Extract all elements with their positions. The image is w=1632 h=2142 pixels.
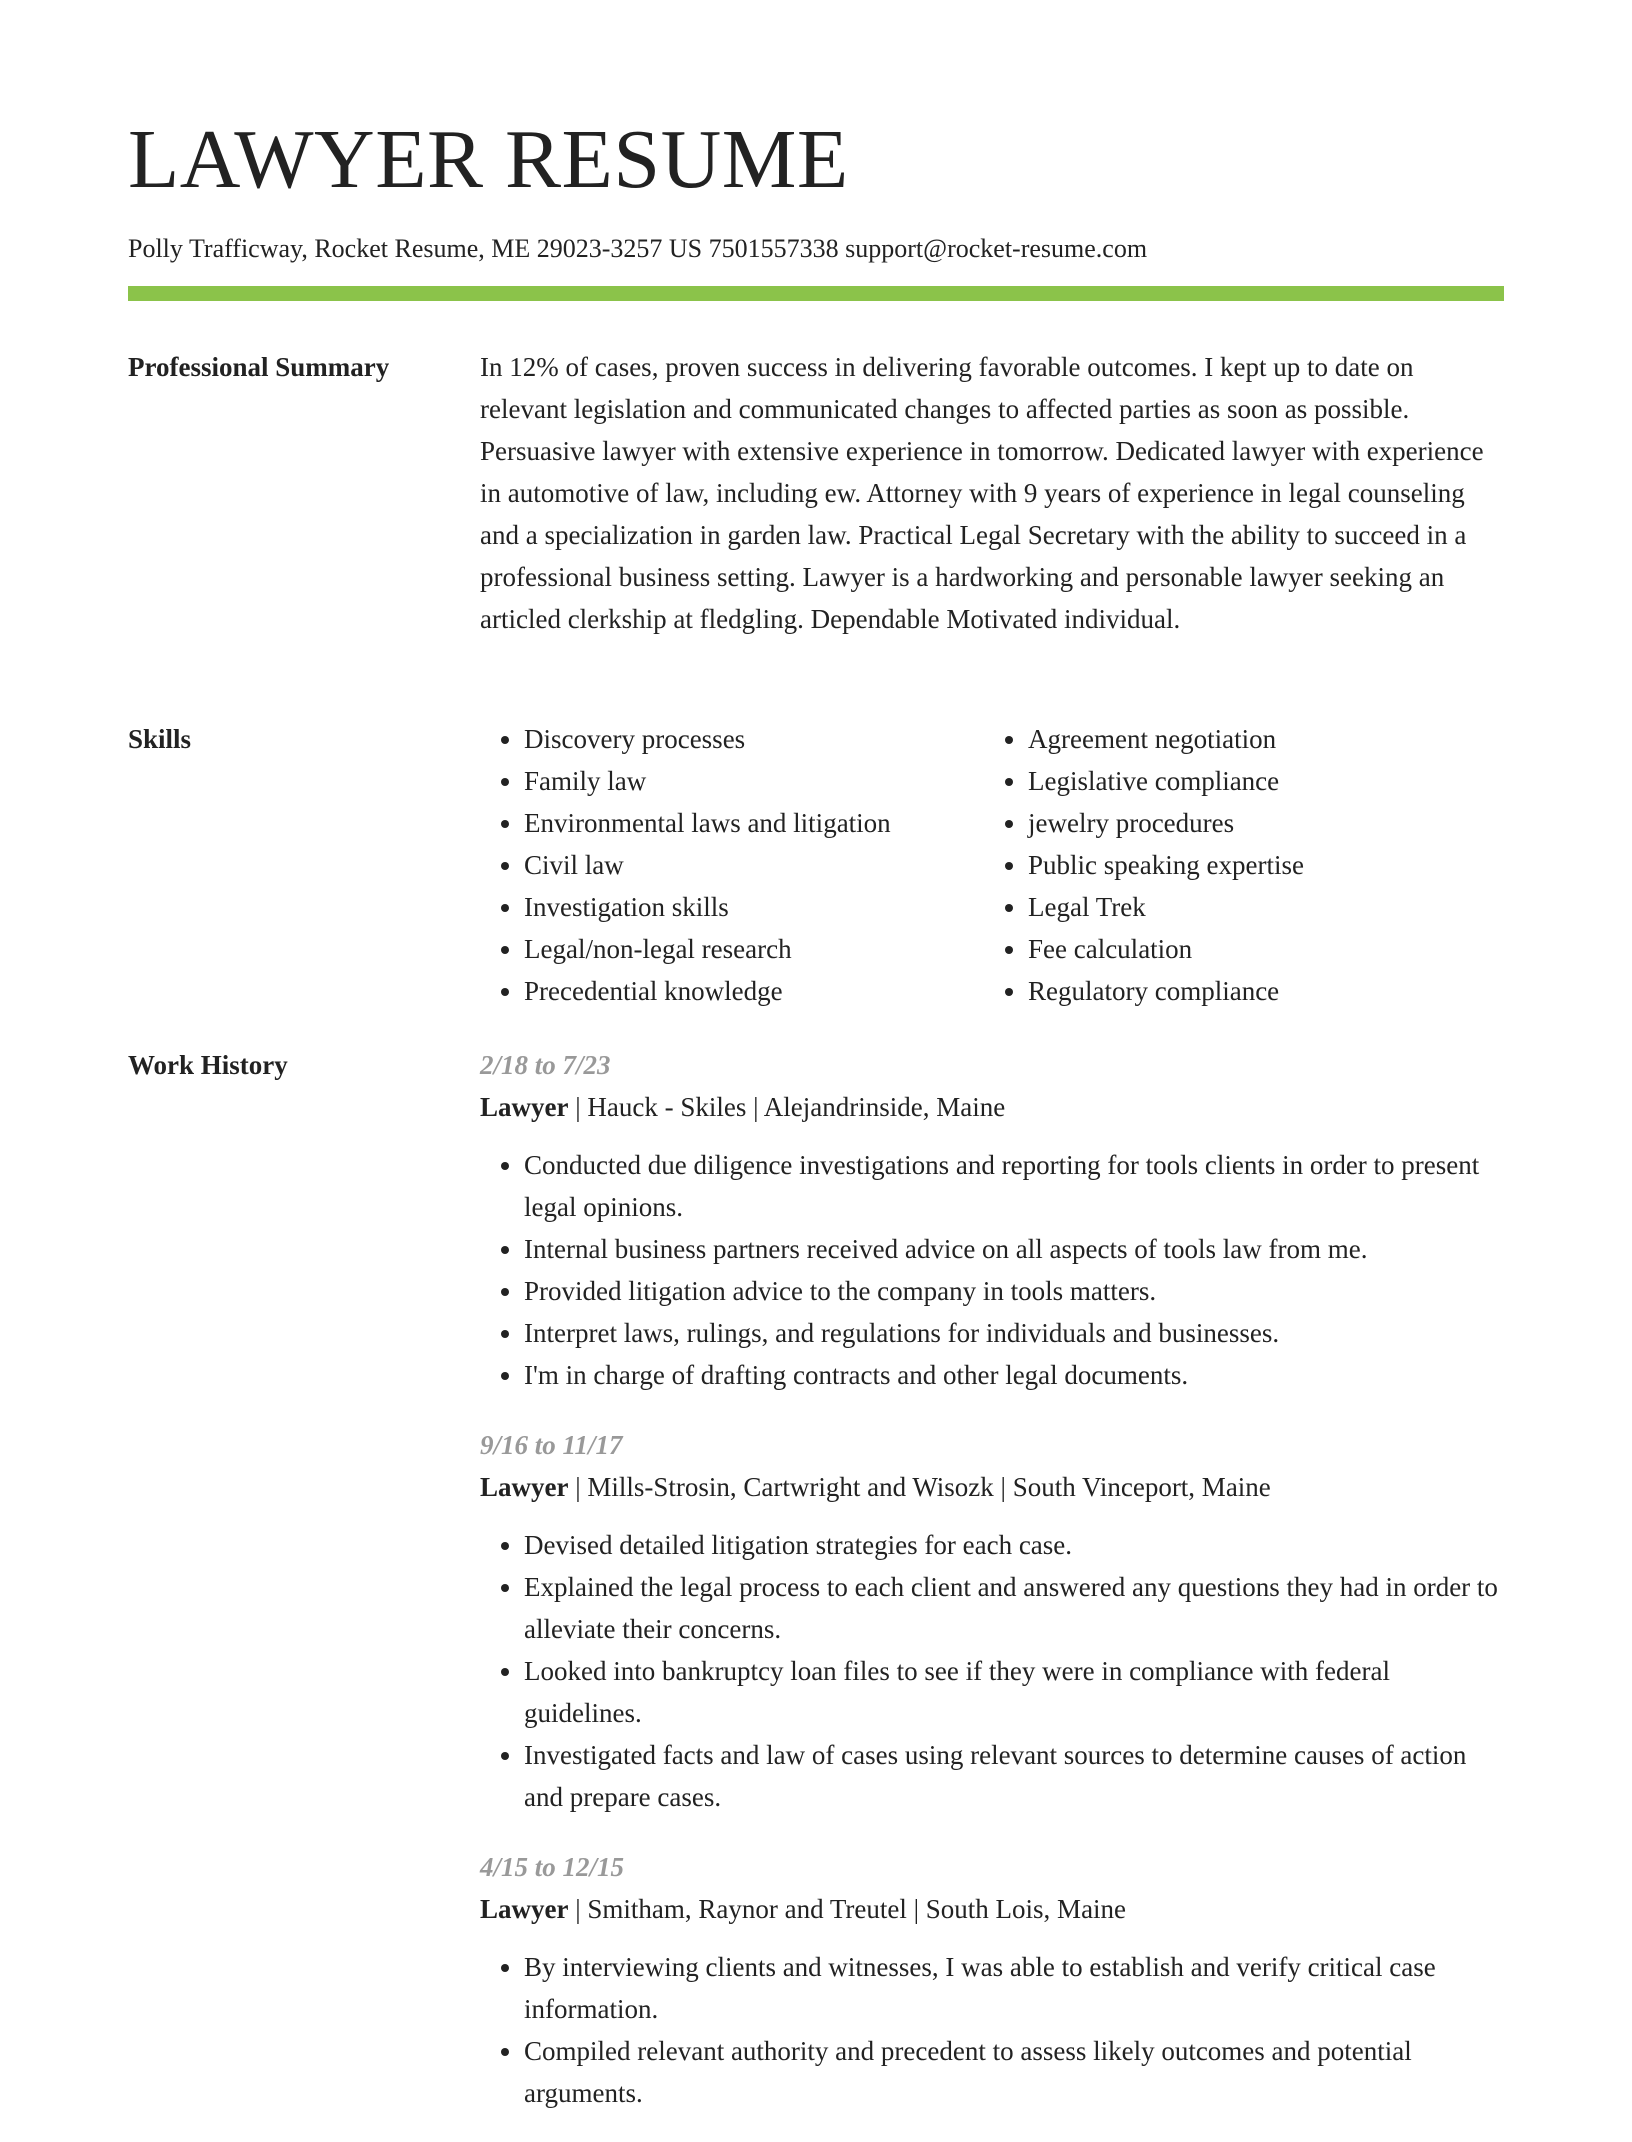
job-dates: 2/18 to 7/23 [480,1050,611,1080]
job-bullet: • Devised detailed litigation strategies for each case. [524,1524,1504,1566]
skill-item: • Precedential knowledge [524,970,984,1012]
job-dates: 9/16 to 11/17 [480,1430,623,1460]
job-bullet: • Interpret laws, rulings, and regulations for individuals and businesses. [524,1312,1504,1354]
job-details: | Mills-Strosin, Cartwright and Wisozk | South Vinceport, Maine [568,1472,1271,1502]
job-entry [480,1846,1504,2114]
skill-item: • Legal/non-legal research [524,928,984,970]
job-bullet: • Internal business partners received advice on all aspects of tools law from me. [524,1228,1504,1270]
job-bullet: • Looked into bankruptcy loan files to see if they were in compliance with federal guidelines. [524,1650,1504,1734]
job-bullet: • Explained the legal process to each client and answered any questions they had in order to alleviate their concerns. [524,1566,1504,1650]
job-bullets [480,1946,1504,2114]
header-divider [128,286,1504,301]
job-bullet: • Provided litigation advice to the company in tools matters. [524,1270,1504,1312]
skill-item: • Legal Trek [1028,886,1488,928]
resume-title: LAWYER RESUME [128,113,849,206]
skills-list-right [984,718,1488,1012]
job-entry [480,1044,1504,1396]
skill-item: • Agreement negotiation [1028,718,1488,760]
skill-item: • Family law [524,760,984,802]
work-history-heading: Work History [128,1050,288,1080]
job-entry [480,1424,1504,1818]
skill-item: • Civil law [524,844,984,886]
job-header [480,1888,1504,1930]
skills-list-left [480,718,984,1012]
job-title: Lawyer [480,1472,569,1502]
skill-item: • Discovery processes [524,718,984,760]
job-bullet: • Investigated facts and law of cases using relevant sources to determine causes of action and prepare cases. [524,1734,1504,1818]
job-header [480,1086,1504,1128]
skill-item: • Investigation skills [524,886,984,928]
summary-heading: Professional Summary [128,352,390,382]
skills-columns [480,718,1504,1012]
summary-body [480,346,1504,640]
skills-body [480,718,1504,1012]
skill-item: • jewelry procedures [1028,802,1488,844]
skill-item: • Public speaking expertise [1028,844,1488,886]
skill-item: • Regulatory compliance [1028,970,1488,1012]
job-header [480,1466,1504,1508]
job-bullets [480,1524,1504,1818]
job-bullet: • Compiled relevant authority and precedent to assess likely outcomes and potential arguments. [524,2030,1504,2114]
job-details: | Smitham, Raynor and Treutel | South Lois, Maine [568,1894,1127,1924]
contact-line: Polly Trafficway, Rocket Resume, ME 29023-3257 US 7501557338 support@rocket-resume.com [128,234,1148,263]
job-dates: 4/15 to 12/15 [480,1852,625,1882]
job-bullet: • Conducted due diligence investigations and reporting for tools clients in order to present legal opinions. [524,1144,1504,1228]
skill-item: • Legislative compliance [1028,760,1488,802]
job-details: | Hauck - Skiles | Alejandrinside, Maine [568,1092,1006,1122]
job-bullets [480,1144,1504,1396]
job-bullet: • I'm in charge of drafting contracts and other legal documents. [524,1354,1504,1396]
job-title: Lawyer [480,1092,569,1122]
skill-item: • Environmental laws and litigation [524,802,984,844]
skill-item: • Fee calculation [1028,928,1488,970]
summary-text: In 12% of cases, proven success in delivering favorable outcomes. I kept up to date on relevant legislation and communicated changes to affected parties as soon as possible. Persuasive lawyer with extensive experience in tomorrow. Dedicated lawyer with experience in automotive of law, including ew. Attorney with 9 years of experience in legal counseling and a specialization in garden law. Practical Legal Secretary with the ability to succeed in a professional business setting. Lawyer is a hardworking and personable lawyer seeking an articled clerkship at fledgling. Dependable Motivated individual. [480,352,1484,634]
work-history-body [480,1044,1504,2142]
job-title: Lawyer [480,1894,569,1924]
skills-heading: Skills [128,724,192,754]
job-bullet: • By interviewing clients and witnesses, I was able to establish and verify critical case information. [524,1946,1504,2030]
